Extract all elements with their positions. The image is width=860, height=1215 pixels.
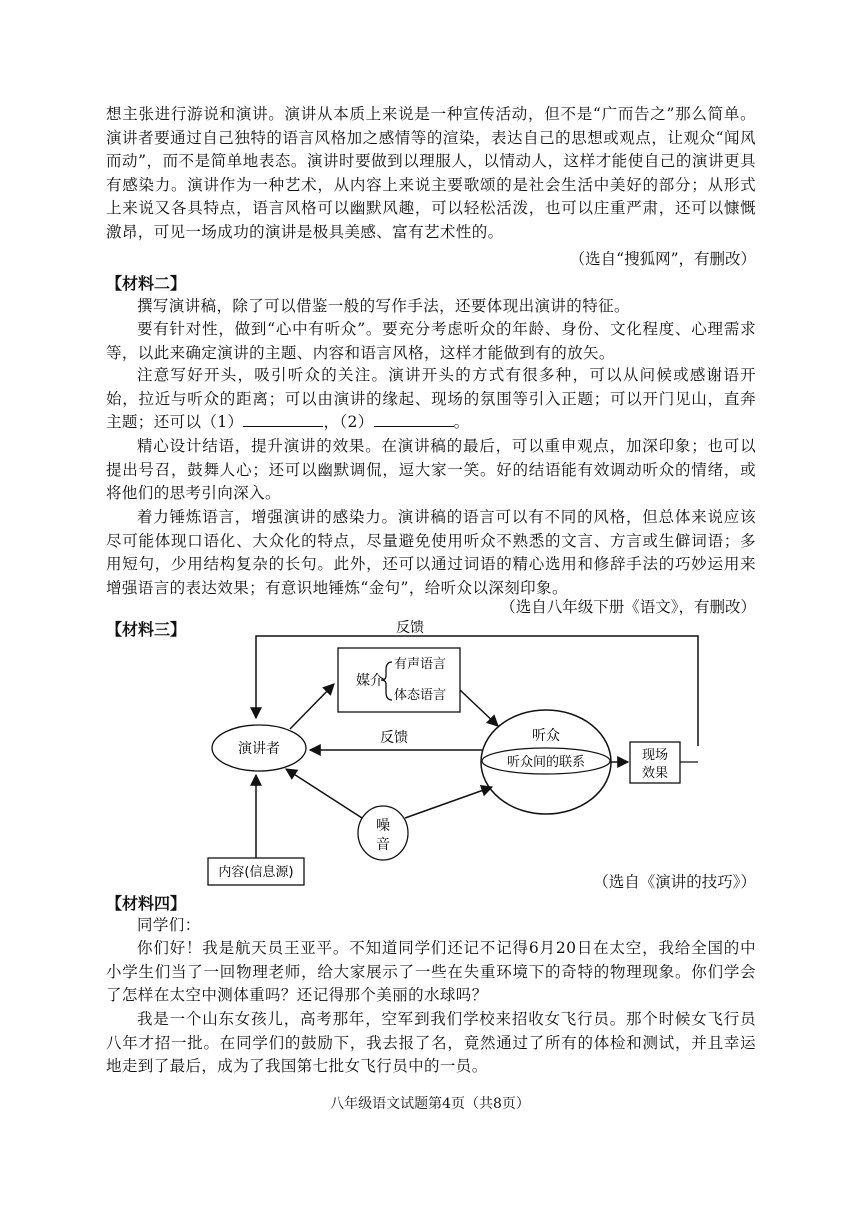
feedback-top-arrow bbox=[256, 636, 698, 746]
page-footer: 八年级语文试题第4页（共8页） bbox=[330, 1096, 530, 1112]
material2-paragraph-1: 撰写演讲稿，除了可以借鉴一般的写作手法，还要体现出演讲的特征。 bbox=[137, 297, 630, 315]
material2-source: （选自八年级下册《语文》，有删改） bbox=[500, 598, 756, 616]
material2-paragraph-5: 着力锤炼语言，增强演讲的感染力。演讲稿的语言可以有不同的风格，但总体来说应该尽可能体现口语化、大众化的特点，尽量避免使用听众不熟悉的文言、方言或生僻词语；多用短句，少用结构复杂的长句。此外，还可以通过词语的精心选用和修辞手法的巧妙运用来增强语言的表达效果；有意识地锤炼“金句”，给听众以深刻印象。 bbox=[106, 508, 756, 597]
feedback-mid-label: 反馈 bbox=[380, 730, 408, 746]
material4-paragraph-2: 我是一个山东女孩儿，高考那年，空军到我们学校来招收女飞行员。那个时候女飞行员八年才招一批。在同学们的鼓励下，我去报了名，竟然通过了所有的体检和测试，并且幸运地走到了最后，成为了我国第七批女飞行员中的一员。 bbox=[106, 1010, 756, 1075]
material4-greeting: 同学们： bbox=[137, 916, 201, 934]
noise-to-audience-arrow bbox=[405, 787, 492, 818]
voice-language-label: 有声语言 bbox=[394, 657, 447, 672]
material1-tail-paragraph: 想主张进行游说和演讲。演讲从本质上来说是一种宣传活动，但不是“广而告之”那么简单。演讲者要通过自己独特的语言风格加之感情等的渲染，表达自己的思想或观点，让观众“闻风而动”，而不是简单地表态。演讲时要做到以理服人，以情动人，这样才能使自己的演讲更具有感染力。演讲作为一种艺术，从内容上来说主要歌颂的是社会生活中美好的部分；从形式上来说又各具特点，语言风格可以幽默风趣，可以轻松活泼，也可以庄重严肃，还可以慷慨激昂，可见一场成功的演讲是极具美感、富有艺术性的。 bbox=[106, 105, 756, 241]
material3-source: （选自《演讲的技巧》） bbox=[593, 873, 756, 891]
p3-text-c: 。 bbox=[453, 413, 470, 431]
effect-label: 效果 bbox=[641, 766, 669, 781]
material2-paragraph-2: 要有针对性，做到“心中有听众”。要充分考虑听众的年龄、身份、文化程度、心理需求等，以此来确定演讲的主题、内容和语言风格，这样才能做到有的放矢。 bbox=[106, 320, 756, 362]
material3-heading: 【材料三】 bbox=[106, 620, 187, 639]
body-language-label: 体态语言 bbox=[394, 688, 447, 703]
noise-label-2: 音 bbox=[376, 837, 390, 853]
audience-label: 听众 bbox=[532, 728, 560, 744]
media-label: 媒介 bbox=[356, 673, 384, 689]
material2-paragraph-4: 精心设计结语，提升演讲的效果。在演讲稿的最后，可以重申观点，加深印象；也可以提出号召，鼓舞人心；还可以幽默调侃，逗大家一笑。好的结语能有效调动听众的情绪，或将他们的思考引向深入。 bbox=[106, 437, 756, 502]
material4-paragraph-1: 你们好！我是航天员王亚平。不知道同学们还记不记得6月20日在太空，我给全国的中小学生们当了一回物理老师，给大家展示了一些在失重环境下的奇特的物理现象。你们学会了怎样在太空中测体重吗？还记得那个美丽的水球吗？ bbox=[106, 939, 756, 1004]
audience-link-label: 听众间的联系 bbox=[506, 755, 586, 770]
noise-to-speaker-arrow bbox=[286, 769, 362, 818]
scene-label: 现场 bbox=[641, 748, 669, 763]
media-to-audience-arrow bbox=[460, 690, 498, 726]
speaker-label: 演讲者 bbox=[238, 741, 280, 757]
speaker-to-media-arrow bbox=[290, 684, 334, 729]
material2-heading: 【材料二】 bbox=[106, 274, 187, 293]
noise-label-1: 噪 bbox=[376, 818, 390, 834]
p3-text-a: 注意写好开头，吸引听众的关注。演讲开头的方式有很多种，可以从问候或感谢语开始，拉近与听众的距离；可以由演讲的缘起、现场的氛围等引入正题；可以开门见山，直奔主题；还可以（1） bbox=[106, 366, 756, 431]
material1-source: （选自“搜狐网”，有删改） bbox=[569, 250, 756, 268]
material4-heading: 【材料四】 bbox=[106, 894, 187, 913]
feedback-top-label: 反馈 bbox=[396, 620, 424, 636]
content-source-label: 内容(信息源) bbox=[218, 865, 294, 880]
p3-text-b: ，（2） bbox=[323, 413, 374, 431]
